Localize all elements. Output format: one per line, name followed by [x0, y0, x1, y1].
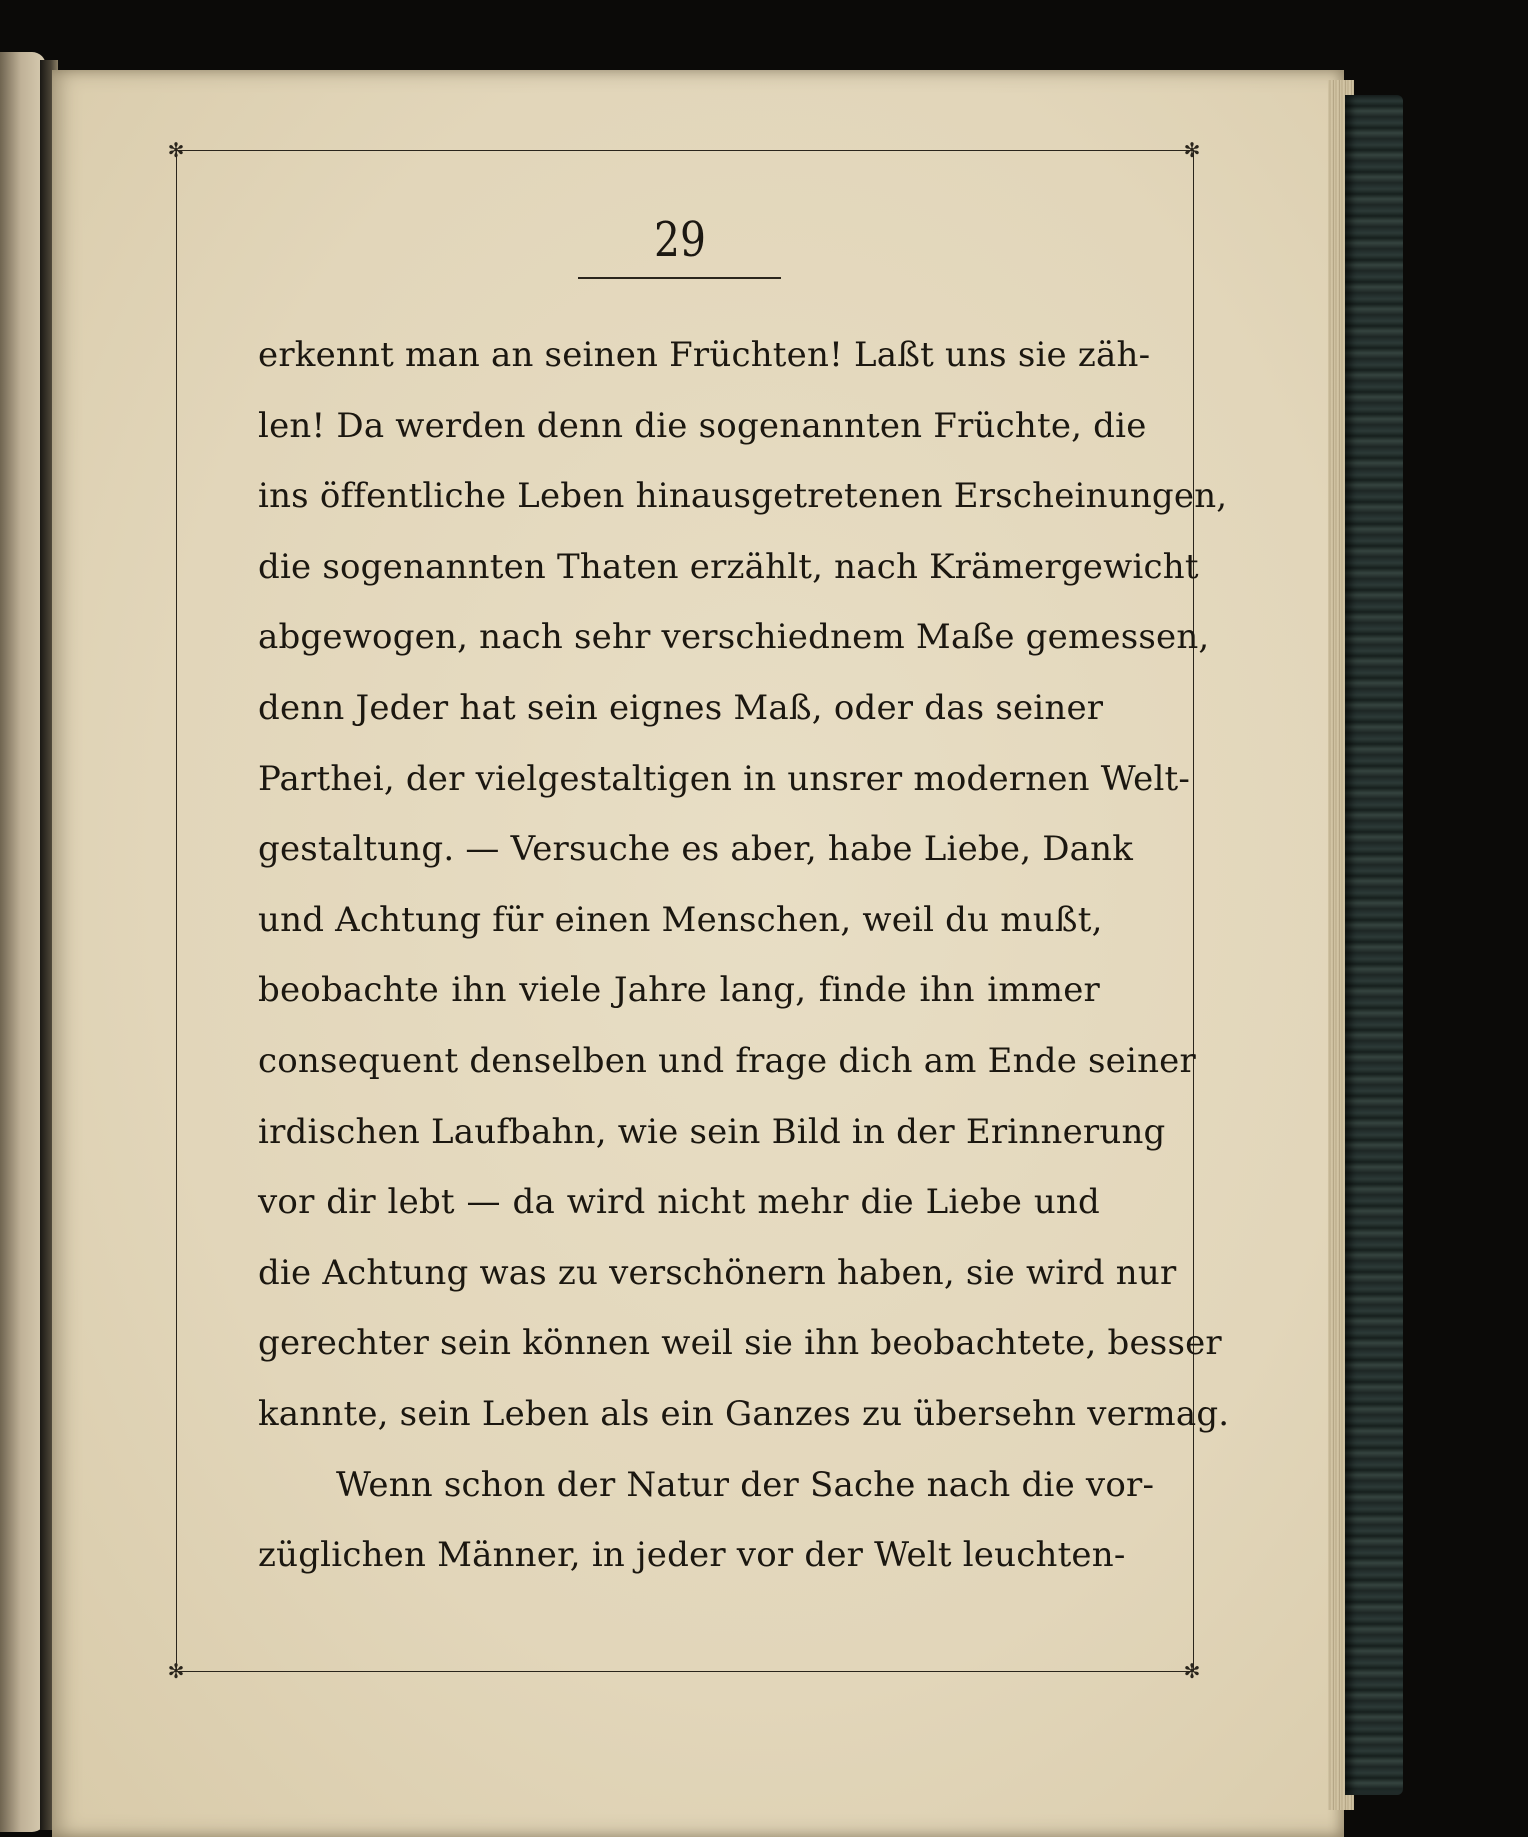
text-line: kannte, sein Leben als ein Ganzes zu übersehn vermag. — [258, 1393, 1230, 1434]
text-line: die sogenannten Thaten erzählt, nach Krämergewicht — [258, 546, 1199, 587]
text-line: vor dir lebt — da wird nicht mehr die Liebe und — [258, 1182, 1100, 1223]
page-number: 29 — [654, 212, 706, 268]
ornament-star-icon: ✻ — [167, 138, 185, 162]
body-text — [258, 320, 1230, 1591]
ornament-star-icon: ✻ — [1183, 138, 1201, 162]
text-line: gestaltung. — Versuche es aber, habe Liebe, Dank — [258, 829, 1134, 870]
ornament-star-icon: ✻ — [1183, 1659, 1201, 1683]
text-line: und Achtung für einen Menschen, weil du mußt, — [258, 899, 1103, 940]
book-cover-edge — [1345, 95, 1403, 1795]
text-line: erkennt man an seinen Früchten! Laßt uns sie zäh- — [258, 335, 1151, 375]
page-number-rule — [578, 277, 781, 279]
text-line: gerechter sein können weil sie ihn beobachtete, besser — [258, 1323, 1222, 1364]
text-line: denn Jeder hat sein eignes Maß, oder das seiner — [258, 687, 1104, 728]
text-line: abgewogen, nach sehr verschiednem Maße gemessen, — [258, 617, 1210, 658]
text-line: Parthei, der vielgestaltigen in unsrer modernen Welt- — [258, 758, 1191, 799]
frame-top-rule — [176, 150, 1192, 151]
frame-bottom-rule — [176, 1671, 1192, 1672]
text-line: irdischen Laufbahn, wie sein Bild in der Erinnerung — [258, 1111, 1166, 1152]
text-line-paragraph-start: Wenn schon der Natur der Sache nach die vor- — [336, 1464, 1155, 1505]
text-line: züglichen Männer, in jeder vor der Welt leuchten- — [258, 1535, 1126, 1576]
text-line: beobachte ihn viele Jahre lang, finde ihn immer — [258, 970, 1100, 1011]
text-line: die Achtung was zu verschönern haben, sie wird nur — [258, 1252, 1177, 1293]
text-line: len! Da werden denn die sogenannten Früchte, die — [258, 405, 1147, 446]
ornament-star-icon: ✻ — [167, 1659, 185, 1683]
text-line: ins öffentliche Leben hinausgetretenen Erscheinungen, — [258, 476, 1228, 517]
text-line: consequent denselben und frage dich am Ende seiner — [258, 1040, 1196, 1081]
